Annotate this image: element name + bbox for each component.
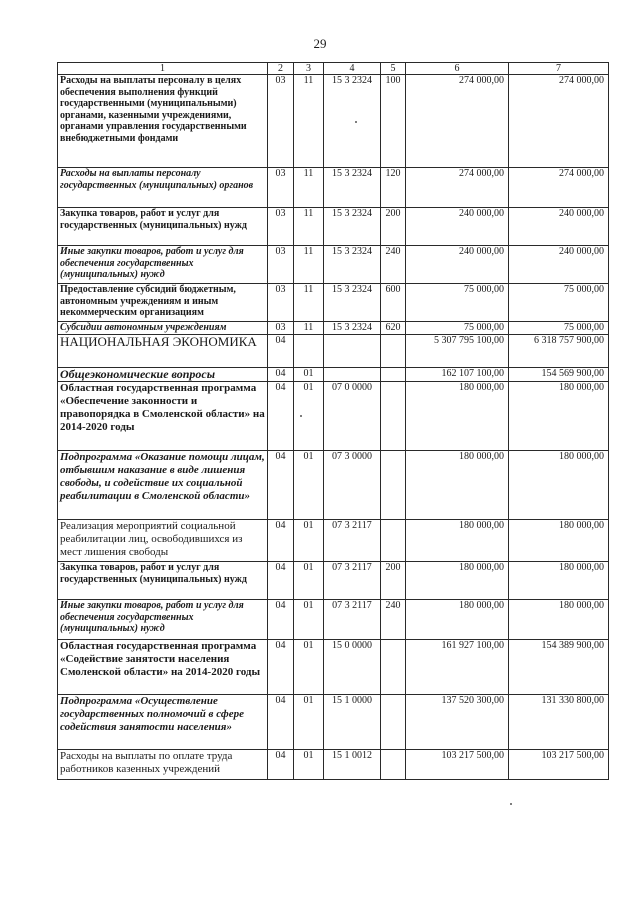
table-row	[58, 168, 609, 208]
row-name: Областная государственная программа «Обеспечение законности и правопорядка в Смоленской области» на 2014-2020 годы	[58, 382, 268, 451]
cell-target-article: 07 0 0000	[324, 382, 381, 451]
cell-section: 04	[268, 695, 294, 750]
cell-subsection: 01	[294, 520, 324, 562]
table-row	[58, 451, 609, 520]
table-row	[58, 520, 609, 562]
cell-expense-type: 200	[381, 208, 406, 246]
cell-expense-type	[381, 368, 406, 382]
row-name: Областная государственная программа «Содействие занятости населения Смоленской области» на 2014-2020 годы	[58, 640, 268, 695]
cell-amount-year1: 137 520 300,00	[406, 695, 509, 750]
cell-target-article: 15 1 0000	[324, 695, 381, 750]
cell-section: 04	[268, 750, 294, 780]
row-name: Иные закупки товаров, работ и услуг для обеспечения государственных (муниципальных) нужд	[58, 246, 268, 284]
row-name: Закупка товаров, работ и услуг для государственных (муниципальных) нужд	[58, 562, 268, 600]
row-name: Закупка товаров, работ и услуг для государственных (муниципальных) нужд	[58, 208, 268, 246]
cell-target-article: 15 3 2324	[324, 284, 381, 322]
cell-amount-year1: 240 000,00	[406, 246, 509, 284]
cell-expense-type: 120	[381, 168, 406, 208]
cell-amount-year1: 180 000,00	[406, 600, 509, 640]
cell-amount-year1: 162 107 100,00	[406, 368, 509, 382]
cell-amount-year1: 180 000,00	[406, 562, 509, 600]
column-header: 1	[58, 63, 268, 75]
cell-target-article: 15 1 0012	[324, 750, 381, 780]
cell-subsection: 01	[294, 750, 324, 780]
table-row	[58, 322, 609, 335]
cell-amount-year2: 131 330 800,00	[509, 695, 609, 750]
page-number: 29	[313, 36, 327, 51]
cell-amount-year2: 274 000,00	[509, 168, 609, 208]
column-header: 3	[294, 63, 324, 75]
cell-target-article: 07 3 2117	[324, 520, 381, 562]
row-name: Расходы на выплаты по оплате труда работников казенных учреждений	[58, 750, 268, 780]
cell-section: 04	[268, 520, 294, 562]
row-name: Расходы на выплаты персоналу государственных (муниципальных) органов	[58, 168, 268, 208]
cell-amount-year2: 240 000,00	[509, 246, 609, 284]
cell-subsection: 01	[294, 451, 324, 520]
column-header: 4	[324, 63, 381, 75]
cell-amount-year1: 180 000,00	[406, 382, 509, 451]
cell-amount-year2: 180 000,00	[509, 600, 609, 640]
budget-table	[57, 62, 609, 780]
cell-expense-type	[381, 451, 406, 520]
cell-section: 03	[268, 246, 294, 284]
table-row	[58, 562, 609, 600]
cell-expense-type	[381, 750, 406, 780]
cell-section: 04	[268, 451, 294, 520]
table-header-row	[58, 63, 609, 75]
cell-target-article: 07 3 2117	[324, 562, 381, 600]
cell-subsection: 01	[294, 382, 324, 451]
cell-subsection: 01	[294, 368, 324, 382]
row-name: Иные закупки товаров, работ и услуг для обеспечения государственных (муниципальных) нужд	[58, 600, 268, 640]
column-header: 6	[406, 63, 509, 75]
row-name: Общеэкономические вопросы	[58, 368, 268, 382]
cell-expense-type	[381, 520, 406, 562]
table-row	[58, 335, 609, 368]
cell-target-article	[324, 368, 381, 382]
cell-subsection: 01	[294, 695, 324, 750]
cell-amount-year1: 274 000,00	[406, 75, 509, 168]
table-row	[58, 600, 609, 640]
cell-amount-year1: 103 217 500,00	[406, 750, 509, 780]
cell-expense-type	[381, 335, 406, 368]
table-row	[58, 368, 609, 382]
cell-subsection: 11	[294, 246, 324, 284]
cell-target-article: 15 3 2324	[324, 208, 381, 246]
cell-target-article: 15 3 2324	[324, 75, 381, 168]
cell-section: 04	[268, 640, 294, 695]
cell-subsection: 01	[294, 600, 324, 640]
table-row	[58, 695, 609, 750]
cell-amount-year1: 161 927 100,00	[406, 640, 509, 695]
cell-amount-year2: 180 000,00	[509, 520, 609, 562]
cell-expense-type	[381, 695, 406, 750]
cell-section: 04	[268, 382, 294, 451]
cell-section: 04	[268, 335, 294, 368]
cell-subsection: 01	[294, 562, 324, 600]
cell-target-article: 07 3 2117	[324, 600, 381, 640]
cell-subsection: 11	[294, 322, 324, 335]
cell-subsection: 01	[294, 640, 324, 695]
cell-section: 03	[268, 284, 294, 322]
cell-amount-year1: 180 000,00	[406, 451, 509, 520]
row-name: Реализация мероприятий социальной реабилитации лиц, освободившихся из мест лишения свободы	[58, 520, 268, 562]
cell-target-article: 15 0 0000	[324, 640, 381, 695]
cell-amount-year2: 240 000,00	[509, 208, 609, 246]
row-name: Подпрограмма «Осуществление государственных полномочий в сфере содействия занятости населения»	[58, 695, 268, 750]
scan-speck	[355, 121, 357, 123]
cell-amount-year1: 180 000,00	[406, 520, 509, 562]
cell-expense-type	[381, 640, 406, 695]
cell-target-article	[324, 335, 381, 368]
cell-target-article: 15 3 2324	[324, 168, 381, 208]
cell-section: 04	[268, 562, 294, 600]
cell-amount-year2: 274 000,00	[509, 75, 609, 168]
cell-amount-year2: 154 569 900,00	[509, 368, 609, 382]
cell-amount-year2: 180 000,00	[509, 562, 609, 600]
scan-speck	[510, 803, 512, 805]
scan-speck	[300, 415, 302, 417]
cell-amount-year2: 6 318 757 900,00	[509, 335, 609, 368]
column-header: 5	[381, 63, 406, 75]
row-name: Подпрограмма «Оказание помощи лицам, отбывшим наказание в виде лишения свободы, и содействие их социальной реабилитации в Смоленской области»	[58, 451, 268, 520]
cell-subsection: 11	[294, 284, 324, 322]
column-header: 2	[268, 63, 294, 75]
table-row	[58, 284, 609, 322]
table-row	[58, 75, 609, 168]
cell-target-article: 15 3 2324	[324, 246, 381, 284]
cell-section: 04	[268, 600, 294, 640]
cell-subsection: 11	[294, 75, 324, 168]
cell-amount-year2: 103 217 500,00	[509, 750, 609, 780]
table-row	[58, 382, 609, 451]
cell-subsection	[294, 335, 324, 368]
cell-expense-type: 600	[381, 284, 406, 322]
cell-subsection: 11	[294, 168, 324, 208]
column-header: 7	[509, 63, 609, 75]
cell-amount-year1: 75 000,00	[406, 284, 509, 322]
cell-expense-type: 620	[381, 322, 406, 335]
cell-amount-year2: 75 000,00	[509, 322, 609, 335]
cell-section: 03	[268, 208, 294, 246]
cell-amount-year2: 180 000,00	[509, 382, 609, 451]
table-row	[58, 246, 609, 284]
row-name: Субсидии автономным учреждениям	[58, 322, 268, 335]
cell-amount-year1: 240 000,00	[406, 208, 509, 246]
cell-amount-year1: 75 000,00	[406, 322, 509, 335]
cell-amount-year2: 180 000,00	[509, 451, 609, 520]
cell-expense-type: 240	[381, 600, 406, 640]
cell-amount-year1: 274 000,00	[406, 168, 509, 208]
cell-target-article: 15 3 2324	[324, 322, 381, 335]
cell-target-article: 07 3 0000	[324, 451, 381, 520]
cell-amount-year2: 154 389 900,00	[509, 640, 609, 695]
cell-expense-type: 100	[381, 75, 406, 168]
row-name: Расходы на выплаты персоналу в целях обеспечения выполнения функций государственными (муниципальными) органами, казенными учреждениями, органами управления государственными внебюджетными фондами	[58, 75, 268, 168]
table-row	[58, 750, 609, 780]
cell-amount-year1: 5 307 795 100,00	[406, 335, 509, 368]
row-name: НАЦИОНАЛЬНАЯ ЭКОНОМИКА	[58, 335, 268, 368]
cell-subsection: 11	[294, 208, 324, 246]
cell-amount-year2: 75 000,00	[509, 284, 609, 322]
cell-section: 03	[268, 168, 294, 208]
table-row	[58, 208, 609, 246]
cell-section: 04	[268, 368, 294, 382]
table-row	[58, 640, 609, 695]
cell-section: 03	[268, 75, 294, 168]
cell-expense-type	[381, 382, 406, 451]
row-name: Предоставление субсидий бюджетным, автономным учреждениям и иным некоммерческим организациям	[58, 284, 268, 322]
cell-expense-type: 240	[381, 246, 406, 284]
cell-expense-type: 200	[381, 562, 406, 600]
cell-section: 03	[268, 322, 294, 335]
